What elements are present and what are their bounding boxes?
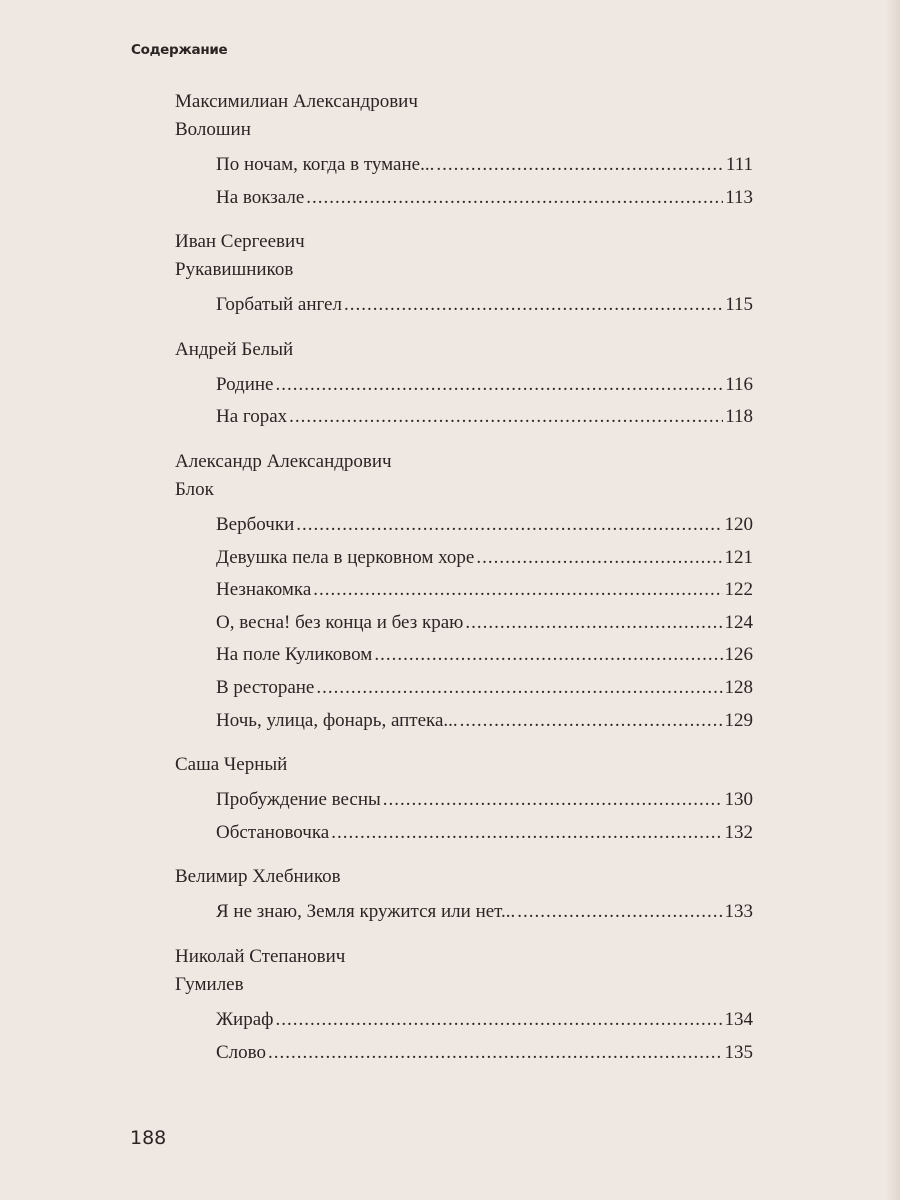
- toc-entry[interactable]: [216, 149, 753, 182]
- entry-list: [175, 784, 753, 849]
- toc-entry[interactable]: [216, 639, 753, 672]
- dot-leader: [289, 401, 723, 434]
- entry-title: Девушка пела в церковном хоре: [216, 546, 475, 568]
- dot-leader: [306, 182, 723, 215]
- toc-entry[interactable]: [216, 369, 753, 402]
- dot-leader: [465, 607, 722, 640]
- page-edge: [886, 0, 900, 1200]
- page-number: 188: [130, 1127, 167, 1149]
- table-of-contents: [175, 88, 753, 1083]
- entry-title: О, весна! без конца и без краю: [216, 611, 464, 633]
- dot-leader: [313, 574, 722, 607]
- author-name: Велимир Хлебников: [175, 866, 341, 888]
- toc-entry[interactable]: [216, 896, 753, 929]
- entry-page: 129: [724, 709, 753, 731]
- entry-title: Ночь, улица, фонарь, аптека...: [216, 709, 458, 731]
- toc-entry[interactable]: [216, 817, 753, 850]
- author-name: Саша Черный: [175, 754, 288, 776]
- dot-leader: [344, 289, 723, 322]
- entry-title: По ночам, когда в тумане...: [216, 154, 435, 175]
- entry-title: На горах: [216, 406, 288, 428]
- entry-title: Родине: [216, 373, 274, 395]
- entry-title: Незнакомка: [216, 579, 312, 601]
- entry-title: Пробуждение весны: [216, 789, 381, 811]
- entry-page: 133: [724, 901, 753, 923]
- author-name: Александр Александрович: [175, 450, 392, 472]
- toc-section: [175, 751, 753, 849]
- author-name: Андрей Белый: [175, 338, 294, 360]
- author-name: Гумилев: [175, 973, 244, 995]
- toc-entry[interactable]: [216, 1037, 753, 1070]
- dot-leader: [436, 149, 724, 182]
- running-header: Содержание: [131, 42, 228, 58]
- entry-title: Вербочки: [216, 513, 295, 535]
- entry-title: Жираф: [216, 1008, 274, 1030]
- entry-page: 132: [724, 821, 753, 843]
- entry-title: Я не знаю, Земля кружится или нет...: [216, 901, 516, 923]
- toc-section: [175, 336, 753, 434]
- dot-leader: [383, 784, 723, 817]
- entry-page: 126: [724, 644, 753, 666]
- entry-page: 134: [724, 1008, 753, 1030]
- entry-list: [175, 149, 753, 214]
- author-name: Николай Степанович: [175, 945, 346, 967]
- entry-page: 113: [725, 186, 753, 208]
- toc-section: [175, 448, 753, 737]
- entry-page: 121: [724, 546, 753, 568]
- entry-page: 116: [725, 373, 753, 395]
- dot-leader: [374, 639, 722, 672]
- entry-page: 128: [724, 676, 753, 698]
- toc-section: [175, 943, 753, 1069]
- entry-page: 111: [725, 154, 753, 175]
- author-name: Иван Сергеевич: [175, 231, 305, 253]
- dot-leader: [268, 1037, 723, 1070]
- toc-entry[interactable]: [216, 509, 753, 542]
- author-name: Рукавишников: [175, 259, 294, 281]
- toc-section: [175, 863, 753, 929]
- toc-entry[interactable]: [216, 574, 753, 607]
- toc-entry[interactable]: [216, 705, 753, 738]
- toc-entry[interactable]: [216, 1004, 753, 1037]
- entry-title: В ресторане: [216, 676, 315, 698]
- dot-leader: [275, 369, 723, 402]
- entry-page: 122: [724, 579, 753, 601]
- author-name: Волошин: [175, 119, 251, 140]
- entry-page: 115: [725, 294, 753, 316]
- entry-page: 118: [725, 406, 753, 428]
- entry-title: На вокзале: [216, 186, 305, 208]
- dot-leader: [517, 896, 722, 929]
- entry-title: Горбатый ангел: [216, 294, 342, 316]
- toc-entry[interactable]: [216, 607, 753, 640]
- toc-entry[interactable]: [216, 401, 753, 434]
- dot-leader: [331, 817, 722, 850]
- toc-section: [175, 228, 753, 322]
- entry-page: 130: [724, 789, 753, 811]
- toc-entry[interactable]: [216, 672, 753, 705]
- dot-leader: [316, 672, 722, 705]
- toc-entry[interactable]: [216, 182, 753, 215]
- entry-list: [175, 369, 753, 434]
- dot-leader: [460, 705, 723, 738]
- entry-page: 120: [724, 513, 753, 535]
- toc-entry[interactable]: [216, 542, 753, 575]
- entry-title: Обстановочка: [216, 821, 330, 843]
- author-name: Блок: [175, 478, 214, 500]
- author-name: Максимилиан Александрович: [175, 91, 418, 112]
- entry-title: На поле Куликовом: [216, 644, 373, 666]
- entry-title: Слово: [216, 1041, 266, 1063]
- entry-list: [175, 896, 753, 929]
- entry-list: [175, 509, 753, 737]
- dot-leader: [275, 1004, 722, 1037]
- entry-list: [175, 289, 753, 322]
- toc-entry[interactable]: [216, 289, 753, 322]
- dot-leader: [476, 542, 722, 575]
- entry-list: [175, 1004, 753, 1069]
- entry-page: 124: [724, 611, 753, 633]
- toc-entry[interactable]: [216, 784, 753, 817]
- entry-page: 135: [724, 1041, 753, 1063]
- dot-leader: [296, 509, 722, 542]
- toc-section: [175, 88, 753, 214]
